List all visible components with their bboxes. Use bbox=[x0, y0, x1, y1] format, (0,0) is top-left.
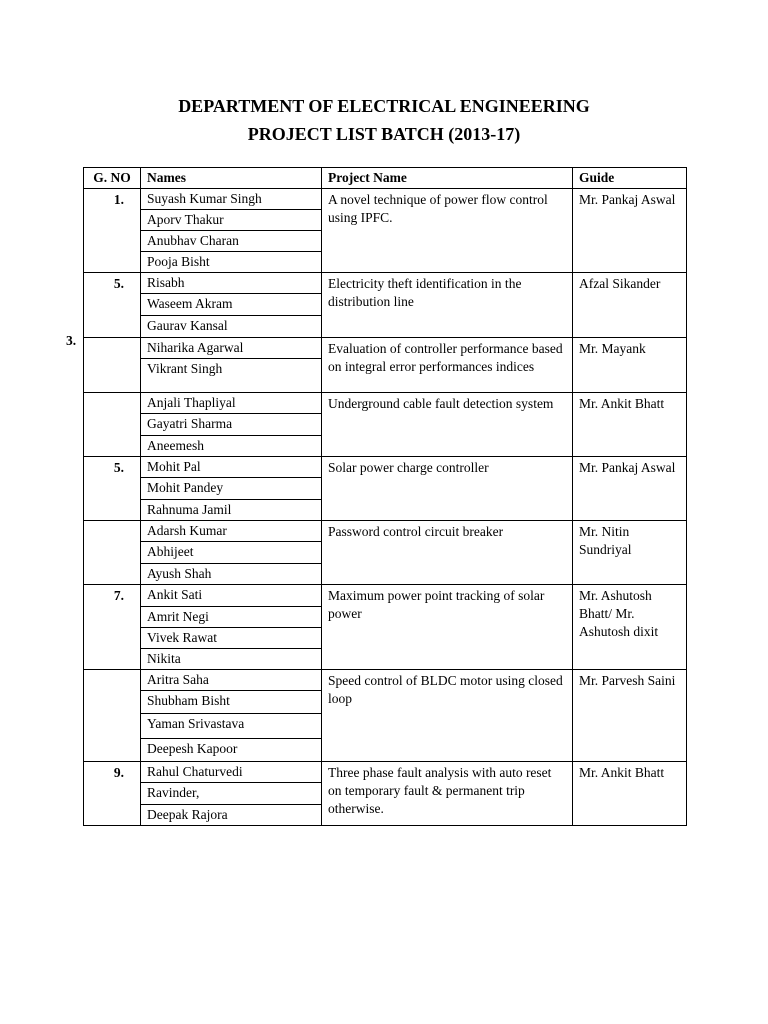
project-name: Password control circuit breaker bbox=[322, 521, 573, 585]
document-subtitle: PROJECT LIST BATCH (2013-17) bbox=[247, 124, 521, 144]
table-row bbox=[84, 762, 687, 783]
student-name: Adarsh Kumar bbox=[141, 521, 322, 542]
student-name: Mohit Pal bbox=[141, 457, 322, 478]
table-row bbox=[84, 189, 687, 210]
project-name: A novel technique of power flow control using IPFC. bbox=[322, 189, 573, 273]
group-number: 1. bbox=[84, 189, 141, 273]
project-name: Three phase fault analysis with auto reset on temporary fault & permanent trip otherwise. bbox=[322, 762, 573, 826]
student-name: Vivek Rawat bbox=[141, 628, 322, 649]
student-name: Deepesh Kapoor bbox=[141, 739, 322, 762]
student-name: Ankit Sati bbox=[141, 585, 322, 607]
student-name: Aneemesh bbox=[141, 436, 322, 457]
student-name: Anubhav Charan bbox=[141, 231, 322, 252]
guide-name: Mr. Parvesh Saini bbox=[573, 670, 687, 762]
student-name: Rahnuma Jamil bbox=[141, 500, 322, 521]
student-name: Aporv Thakur bbox=[141, 210, 322, 231]
guide-name: Mr. Ashutosh Bhatt/ Mr. Ashutosh dixit bbox=[573, 585, 687, 670]
project-list-table bbox=[83, 167, 687, 826]
project-name: Evaluation of controller performance based on integral error performances indices bbox=[322, 338, 573, 393]
student-name: Risabh bbox=[141, 273, 322, 294]
column-header-project: Project Name bbox=[322, 168, 573, 189]
student-name: Yaman Srivastava bbox=[141, 714, 322, 739]
student-name: Gaurav Kansal bbox=[141, 316, 322, 338]
student-name: Waseem Akram bbox=[141, 294, 322, 316]
group-number: 9. bbox=[84, 762, 141, 826]
guide-name: Mr. Nitin Sundriyal bbox=[573, 521, 687, 585]
student-name: Abhijeet bbox=[141, 542, 322, 564]
group-number bbox=[84, 393, 141, 457]
student-name: Deepak Rajora bbox=[141, 805, 322, 826]
student-name: Mohit Pandey bbox=[141, 478, 322, 500]
guide-name: Mr. Ankit Bhatt bbox=[573, 393, 687, 457]
student-name: Anjali Thapliyal bbox=[141, 393, 322, 414]
guide-name: Mr. Mayank bbox=[573, 338, 687, 393]
guide-name: Mr. Pankaj Aswal bbox=[573, 457, 687, 521]
table-row bbox=[84, 585, 687, 607]
student-name: Rahul Chaturvedi bbox=[141, 762, 322, 783]
table-row bbox=[84, 521, 687, 542]
guide-name: Mr. Ankit Bhatt bbox=[573, 762, 687, 826]
project-name: Solar power charge controller bbox=[322, 457, 573, 521]
student-name: Niharika Agarwal bbox=[141, 338, 322, 359]
group-number bbox=[84, 338, 141, 393]
table-row bbox=[84, 670, 687, 691]
student-name: Shubham Bisht bbox=[141, 691, 322, 714]
table-row bbox=[84, 273, 687, 294]
table-row bbox=[84, 457, 687, 478]
student-name: Amrit Negi bbox=[141, 607, 322, 628]
student-name: Ayush Shah bbox=[141, 564, 322, 585]
student-name: Vikrant Singh bbox=[141, 359, 322, 393]
document-title: DEPARTMENT OF ELECTRICAL ENGINEERING bbox=[178, 96, 590, 116]
guide-name: Mr. Pankaj Aswal bbox=[573, 189, 687, 273]
table-row bbox=[84, 393, 687, 414]
student-name: Gayatri Sharma bbox=[141, 414, 322, 436]
group-number: 5. bbox=[84, 457, 141, 521]
table-header-row bbox=[84, 168, 687, 189]
project-name: Maximum power point tracking of solar power bbox=[322, 585, 573, 670]
group-number bbox=[84, 521, 141, 585]
project-name: Underground cable fault detection system bbox=[322, 393, 573, 457]
group-number: 7. bbox=[84, 585, 141, 670]
table-body bbox=[84, 189, 687, 826]
group-number bbox=[84, 670, 141, 762]
group-number: 5. bbox=[84, 273, 141, 338]
column-header-names: Names bbox=[141, 168, 322, 189]
guide-name: Afzal Sikander bbox=[573, 273, 687, 338]
student-name: Aritra Saha bbox=[141, 670, 322, 691]
student-name: Pooja Bisht bbox=[141, 252, 322, 273]
project-name: Speed control of BLDC motor using closed loop bbox=[322, 670, 573, 762]
column-header-gno: G. NO bbox=[84, 168, 141, 189]
student-name: Nikita bbox=[141, 649, 322, 670]
student-name: Ravinder, bbox=[141, 783, 322, 805]
table-row bbox=[84, 338, 687, 359]
outside-group-number: 3. bbox=[66, 333, 77, 348]
project-name: Electricity theft identification in the distribution line bbox=[322, 273, 573, 338]
column-header-guide: Guide bbox=[573, 168, 687, 189]
student-name: Suyash Kumar Singh bbox=[141, 189, 322, 210]
